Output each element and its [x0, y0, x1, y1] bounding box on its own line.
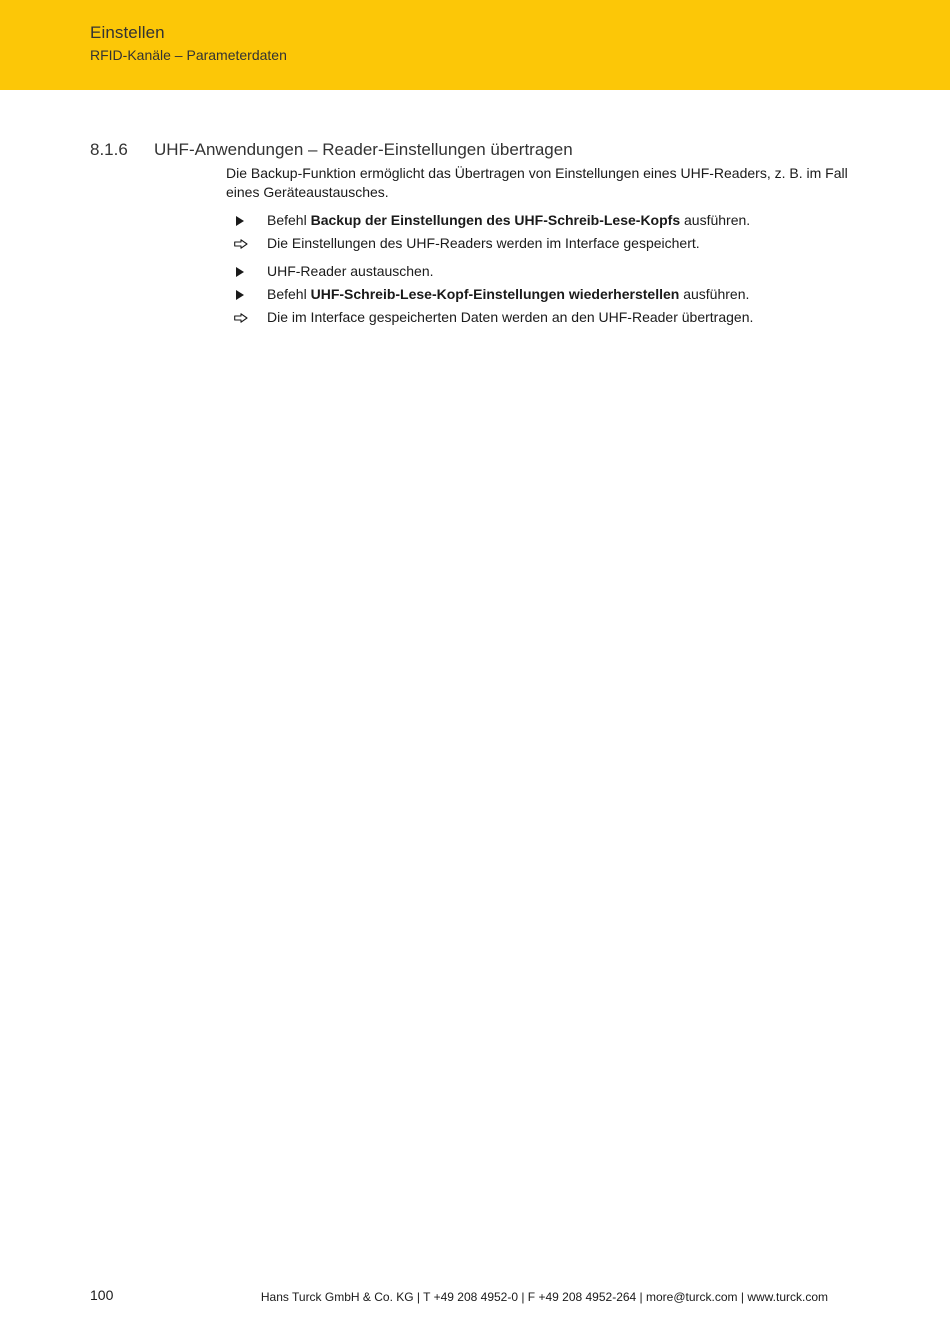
section-title: UHF-Anwendungen – Reader-Einstellungen übertragen: [154, 140, 573, 159]
intro-paragraph: Die Backup-Funktion ermöglicht das Übertragen von Einstellungen eines UHF-Readers, z. B. im Fall eines Geräteaustausches.: [226, 165, 848, 200]
result-arrow-icon: [234, 234, 254, 253]
section-number: 8.1.6: [90, 140, 128, 159]
chapter-subtitle: RFID-Kanäle – Parameterdaten: [90, 47, 287, 63]
footer-contact: Hans Turck GmbH & Co. KG | T +49 208 4952-0 | F +49 208 4952-264 | more@turck.com | www.turck.com: [260, 1290, 828, 1304]
step-text: Befehl Backup der Einstellungen des UHF-Schreib-Lese-Kopfs ausführen.: [267, 212, 751, 228]
step-text: UHF-Reader austauschen.: [267, 263, 434, 279]
chapter-title: Einstellen: [90, 23, 165, 42]
page-header: [0, 0, 950, 90]
step-text: Befehl UHF-Schreib-Lese-Kopf-Einstellungen wiederherstellen ausführen.: [267, 286, 750, 302]
result-arrow-icon: [234, 308, 254, 327]
result-text: Die Einstellungen des UHF-Readers werden im Interface gespeichert.: [267, 235, 700, 251]
result-text: Die im Interface gespeicherten Daten werden an den UHF-Reader übertragen.: [267, 309, 754, 325]
triangle-bullet-icon: [234, 211, 254, 230]
page-number: 100: [90, 1287, 114, 1303]
triangle-bullet-icon: [234, 285, 254, 304]
triangle-bullet-icon: [234, 262, 254, 281]
